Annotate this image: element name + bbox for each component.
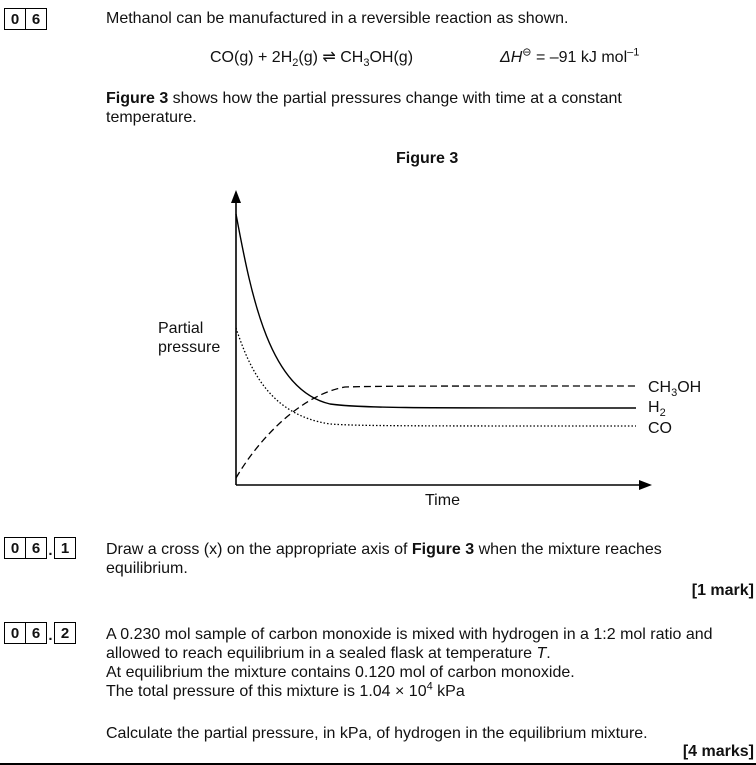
question-digit: 6 (25, 622, 47, 644)
question-062-line3: At equilibrium the mixture contains 0.120 mol of carbon monoxide. (106, 664, 575, 681)
enthalpy-change: ΔH⊖ = –91 kJ mol$^{-1}$ (500, 46, 640, 66)
question-digit: 0 (4, 537, 26, 559)
series-line-co (236, 328, 636, 426)
marks-062: [4 marks] (682, 743, 754, 760)
question-digit: 1 (54, 537, 76, 559)
question-number-box (4, 622, 75, 644)
x-axis-arrowhead (639, 480, 652, 490)
series-label-ch3oh: $CH_3OH$ (648, 379, 702, 399)
question-digit: 0 (4, 622, 26, 644)
figure-title: Figure 3 (396, 150, 459, 167)
question-digit: 6 (25, 8, 47, 30)
series-line-ch3oh (236, 386, 636, 478)
series-line-h2 (236, 214, 636, 408)
question-062-line4: The total pressure of this mixture is $1.04 \times 10^4$ kPa (106, 680, 465, 700)
question-digit: 6 (25, 537, 47, 559)
y-axis-label-line2: pressure (158, 339, 221, 356)
series-label-co: CO (648, 420, 672, 437)
question-digit: 0 (4, 8, 26, 30)
figure-reference-text: Figure 3 shows how the partial pressures change with time at a constant temperature. (106, 90, 622, 126)
y-axis-label-line1: Partial (158, 320, 204, 337)
series-label-h2: $H_2$ (648, 399, 666, 419)
intro-text: Methanol can be manufactured in a reversible reaction as shown. (106, 10, 569, 27)
reaction-equation: $CO(g) + 2H_2(g)$ ⇌ $CH_3OH(g)$ (210, 49, 414, 70)
y-axis-arrowhead (231, 190, 241, 203)
question-061-text: Draw a cross (x) on the appropriate axis of Figure 3 when the mixture reaches equilibrium. (106, 541, 662, 577)
question-separator: . (48, 627, 53, 644)
question-digit: 2 (54, 622, 76, 644)
question-062-line1: A 0.230 mol sample of carbon monoxide is mixed with hydrogen in a 1:2 mol ratio and (106, 626, 713, 643)
question-062-line5: Calculate the partial pressure, in kPa, of hydrogen in the equilibrium mixture. (106, 725, 648, 742)
marks-061: [1 mark] (691, 582, 754, 599)
question-separator: . (48, 542, 53, 559)
question-062-line2: allowed to reach equilibrium in a sealed flask at temperature T. (106, 645, 551, 662)
x-axis-label: Time (425, 492, 460, 509)
question-number-box (4, 537, 75, 559)
